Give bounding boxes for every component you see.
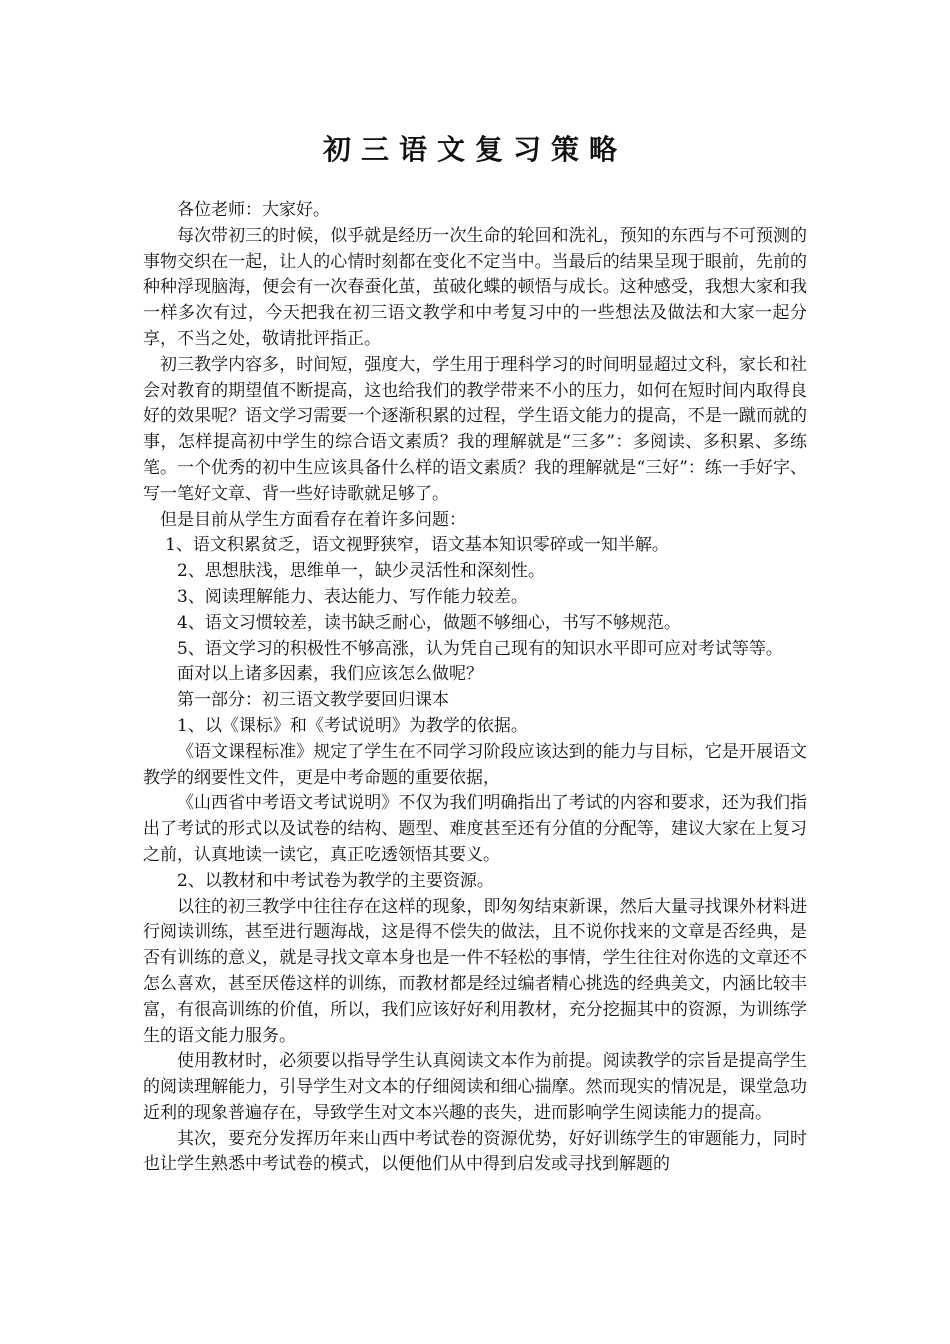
list-item: 5、语文学习的积极性不够高涨，认为凭自己现有的知识水平即可应对考试等等。 (177, 638, 783, 659)
list-item: 3、阅读理解能力、表达能力、写作能力较差。 (177, 586, 528, 607)
body-paragraph: 《山西省中考语文考试说明》不仅为我们明确指出了考试的内容和要求，还为我们指出了考试的形式以及试卷的结构、题型、难度甚至还有分值的分配等，建议大家在上复习之前，认真地读一读它，真正吃透领悟其要义。 (143, 793, 807, 865)
list-item: 1、语文积累贫乏，语文视野狭窄，语文基本知识零碎或一知半解。 (165, 535, 669, 556)
body-paragraph: 初三教学内容多，时间短，强度大，学生用于理科学习的时间明显超过文科，家长和社会对教育的期望值不断提高，这也给我们的教学带来不小的压力，如何在短时间内取得良好的效果呢？语文学习需要一个逐渐积累的过程，学生语文能力的提高，不是一蹴而就的事，怎样提高初中学生的综合语文素质？我的理解就是“三多”：多阅读、多积累、多练笔。一个优秀的初中生应该具备什么样的语文素质？我的理解就是“三好”：练一手好字、写一笔好文章、背一些好诗歌就足够了。 (143, 354, 807, 504)
body-paragraph: 其次，要充分发挥历年来山西中考试卷的资源优势，好好训练学生的审题能力，同时也让学生熟悉中考试卷的模式，以便他们从中得到启发或寻找到解题的 (143, 1128, 807, 1175)
body-paragraph: 每次带初三的时候，似乎就是经历一次生命的轮回和洗礼，预知的东西与不可预测的事物交织在一起，让人的心情时刻都在变化不定当中。当最后的结果呈现于眼前，先前的种种浮现脑海，便会有一次春蚕化茧，茧破化蝶的顿悟与成长。这种感受，我想大家和我一样多次有过，今天把我在初三语文教学和中考复习中的一些想法及做法和大家一起分享，不当之处，敬请批评指正。 (143, 225, 807, 349)
body-paragraph: 使用教材时，必须要以指导学生认真阅读文本作为前提。阅读教学的宗旨是提高学生的阅读理解能力，引导学生对文本的仔细阅读和细心揣摩。然而现实的情况是，课堂急功近利的现象普遍存在，导致学生对文本兴趣的丧失，进而影响学生阅读能力的提高。 (143, 1051, 807, 1123)
body-paragraph: 但是目前从学生方面看存在着许多问题： (160, 509, 466, 530)
section-heading: 第一部分：初三语文教学要回归课本 (177, 690, 449, 711)
document-body (143, 198, 807, 1178)
body-paragraph: 《语文课程标准》规定了学生在不同学习阶段应该达到的能力与目标，它是开展语文教学的纲要性文件，更是中考命题的重要依据， (143, 741, 807, 788)
subsection-heading: 2、以教材和中考试卷为教学的主要资源。 (177, 870, 494, 891)
body-paragraph: 面对以上诸多因素，我们应该怎么做呢？ (177, 664, 483, 685)
subsection-heading: 1、以《课标》和《考试说明》为教学的依据。 (177, 715, 528, 736)
greeting-paragraph: 各位老师：大家好。 (177, 200, 330, 220)
list-item: 4、语文习惯较差，读书缺乏耐心，做题不够细心，书写不够规范。 (177, 612, 681, 633)
body-paragraph: 以往的初三教学中往往存在这样的现象，即匆匆结束新课，然后大量寻找课外材料进行阅读训练，甚至进行题海战，这是得不偿失的做法，且不说你找来的文章是否经典，是否有训练的意义，就是寻找文章本身也是一件不轻松的事情，学生往往对你选的文章还不怎么喜欢，甚至厌倦这样的训练，而教材都是经过编者精心挑选的经典美文，内涵比较丰富，有很高训练的价值，所以，我们应该好好利用教材，充分挖掘其中的资源，为训练学生的语文能力服务。 (143, 896, 807, 1046)
list-item: 2、思想肤浅，思维单一，缺少灵活性和深刻性。 (177, 561, 545, 582)
document-title: 初三语文复习策略 (322, 133, 627, 166)
